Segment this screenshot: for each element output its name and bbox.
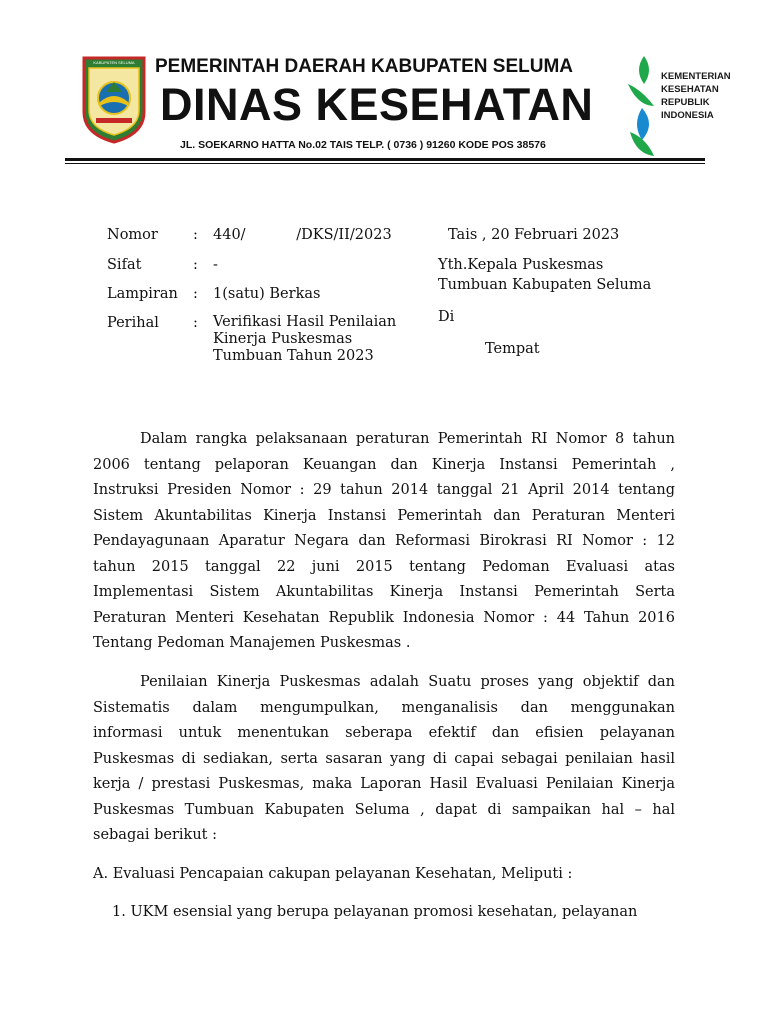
paragraph-2-line: sebagai berikut :: [93, 827, 218, 843]
paragraph-1-line: Sistem Akuntabilitas Kinerja Instansi Pemerintah dan Peraturan Menteri: [93, 507, 675, 524]
kemenkes-line-2: KESEHATAN: [661, 84, 719, 95]
header-address: JL. SOEKARNO HATTA No.02 TAIS TELP. ( 0736 ) 91260 KODE POS 38576: [180, 139, 546, 151]
perihal-line-3: Tumbuan Tahun 2023: [213, 348, 374, 364]
kemenkes-line-1: KEMENTERIAN: [661, 71, 731, 82]
paragraph-2: [93, 670, 675, 849]
paragraph-1-line: Pendayagunaan Aparatur Negara dan Reformasi Birokrasi RI Nomor : 12: [93, 533, 675, 549]
kemenkes-logo: [624, 54, 731, 158]
list-item-1: 1. UKM esensial yang berupa pelayanan promosi kesehatan, pelayanan: [112, 904, 638, 920]
seal-emblem-icon: [82, 54, 146, 144]
kemenkes-line-3: REPUBLIK: [661, 97, 710, 108]
kabupaten-seluma-logo: [82, 54, 146, 144]
paragraph-1-line: Dalam rangka pelaksanaan peraturan Pemerintah RI Nomor 8 tahun: [140, 431, 675, 447]
lampiran-value: 1(satu) Berkas: [213, 286, 321, 302]
paragraph-2-line: kerja / prestasi Puskesmas, maka Laporan Hasil Evaluasi Penilaian Kinerja: [93, 776, 675, 792]
paragraph-2-line: informasi untuk menentukan seberapa efektif dan efisien pelayanan: [93, 725, 675, 741]
perihal-line-2: Kinerja Puskesmas: [213, 331, 353, 347]
section-a-heading: A. Evaluasi Pencapaian cakupan pelayanan Kesehatan, Meliputi :: [93, 866, 573, 882]
header-rule-thin: [65, 163, 705, 164]
nomor-label: Nomor: [107, 227, 158, 243]
perihal-colon: :: [193, 315, 198, 331]
paragraph-1-line: 2006 tentang pelaporan Keuangan dan Kinerja Instansi Pemerintah ,: [93, 456, 675, 473]
sifat-value: -: [213, 257, 218, 273]
paragraph-2-line: Sistematis dalam mengumpulkan, menganalisis dan menggunakan: [93, 699, 675, 716]
lampiran-label: Lampiran: [107, 286, 178, 302]
paragraph-1-line: Tentang Pedoman Manajemen Puskesmas .: [93, 635, 411, 651]
header-rule-thick: [65, 158, 705, 161]
org-line: PEMERINTAH DAERAH KABUPATEN SELUMA: [155, 56, 573, 77]
kemenkes-line-4: INDONESIA: [661, 110, 714, 121]
di-text: Di: [438, 309, 455, 325]
recipient-line-1: Yth.Kepala Puskesmas: [438, 257, 604, 273]
sifat-colon: :: [193, 257, 198, 273]
paragraph-1: [93, 427, 675, 657]
perihal-label: Perihal: [107, 315, 159, 331]
paragraph-2-line: Penilaian Kinerja Puskesmas adalah Suatu proses yang objektif dan: [140, 674, 675, 690]
paragraph-1-line: Peraturan Menteri Kesehatan Republik Indonesia Nomor : 44 Tahun 2016: [93, 609, 675, 626]
paragraph-2-line: Puskesmas Tumbuan Kabupaten Seluma , dapat di sampaikan hal – hal: [93, 801, 675, 818]
header-title: DINAS KESEHATAN: [160, 79, 594, 130]
seal-top-text: KABUPATEN SELUMA: [93, 60, 135, 65]
sifat-label: Sifat: [107, 257, 142, 273]
paragraph-1-line: tahun 2015 tanggal 22 juni 2015 tentang Pedoman Evaluasi atas: [93, 558, 675, 575]
nomor-value: 440/ /DKS/II/2023: [213, 227, 392, 243]
nomor-colon: :: [193, 227, 198, 243]
recipient-line-2: Tumbuan Kabupaten Seluma: [438, 277, 652, 293]
perihal-value: [213, 314, 396, 365]
paragraph-1-line: Instruksi Presiden Nomor : 29 tahun 2014 tanggal 21 April 2014 tentang: [93, 482, 675, 498]
lampiran-colon: :: [193, 286, 198, 302]
paragraph-2-line: Puskesmas di sediakan, serta sasaran yang di capai sebagai penilaian hasil: [93, 750, 675, 767]
paragraph-1-line: Implementasi Sistem Akuntabilitas Kinerja Instansi Pemerintah Serta: [93, 584, 675, 600]
perihal-line-1: Verifikasi Hasil Penilaian: [213, 314, 397, 330]
kemenkes-emblem-icon: [624, 54, 658, 158]
kemenkes-text: [661, 70, 731, 122]
tempat-text: Tempat: [485, 341, 540, 357]
letter-date: Tais , 20 Februari 2023: [448, 227, 620, 243]
